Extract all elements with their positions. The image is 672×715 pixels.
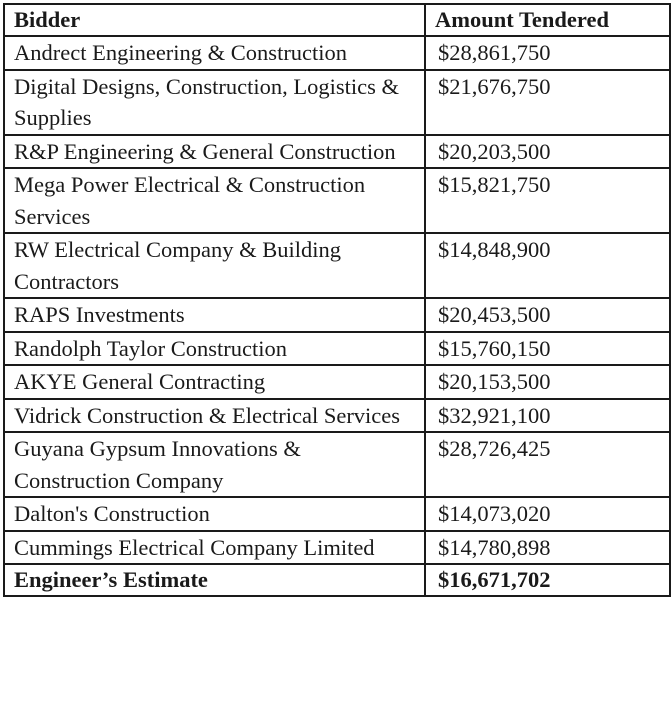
bidder-column-header: Bidder (4, 4, 425, 36)
amount-cell: $20,203,500 (425, 135, 670, 169)
bidder-cell: RW Electrical Company & Building Contractors (4, 233, 425, 298)
bidder-cell: Vidrick Construction & Electrical Services (4, 399, 425, 433)
bidder-cell: Guyana Gypsum Innovations & Construction Company (4, 432, 425, 497)
table-row (4, 135, 670, 169)
amount-cell: $14,073,020 (425, 497, 670, 531)
bidder-cell: Cummings Electrical Company Limited (4, 531, 425, 565)
table-row (4, 399, 670, 433)
bidder-cell: Digital Designs, Construction, Logistics & Supplies (4, 70, 425, 135)
bidder-cell: Mega Power Electrical & Construction Services (4, 168, 425, 233)
table-row (4, 168, 670, 233)
bidder-cell: R&P Engineering & General Construction (4, 135, 425, 169)
amount-cell: $14,780,898 (425, 531, 670, 565)
table-row (4, 365, 670, 399)
table-row (4, 531, 670, 565)
table-row (4, 36, 670, 70)
table-row (4, 233, 670, 298)
bids-table (3, 3, 671, 597)
header-row (4, 4, 670, 36)
amount-cell: $20,153,500 (425, 365, 670, 399)
amount-column-header: Amount Tendered (425, 4, 670, 36)
bidder-cell: RAPS Investments (4, 298, 425, 332)
engineers-estimate-row (4, 564, 670, 596)
estimate-label: Engineer’s Estimate (4, 564, 425, 596)
amount-cell: $28,726,425 (425, 432, 670, 497)
amount-cell: $15,760,150 (425, 332, 670, 366)
estimate-amount: $16,671,702 (425, 564, 670, 596)
amount-cell: $15,821,750 (425, 168, 670, 233)
table-row (4, 298, 670, 332)
table-row (4, 70, 670, 135)
table-row (4, 432, 670, 497)
amount-cell: $14,848,900 (425, 233, 670, 298)
bidder-cell: AKYE General Contracting (4, 365, 425, 399)
table-row (4, 332, 670, 366)
amount-cell: $32,921,100 (425, 399, 670, 433)
amount-cell: $20,453,500 (425, 298, 670, 332)
bidder-cell: Andrect Engineering & Construction (4, 36, 425, 70)
table-row (4, 497, 670, 531)
bidder-cell: Randolph Taylor Construction (4, 332, 425, 366)
amount-cell: $28,861,750 (425, 36, 670, 70)
bidder-cell: Dalton's Construction (4, 497, 425, 531)
amount-cell: $21,676,750 (425, 70, 670, 135)
